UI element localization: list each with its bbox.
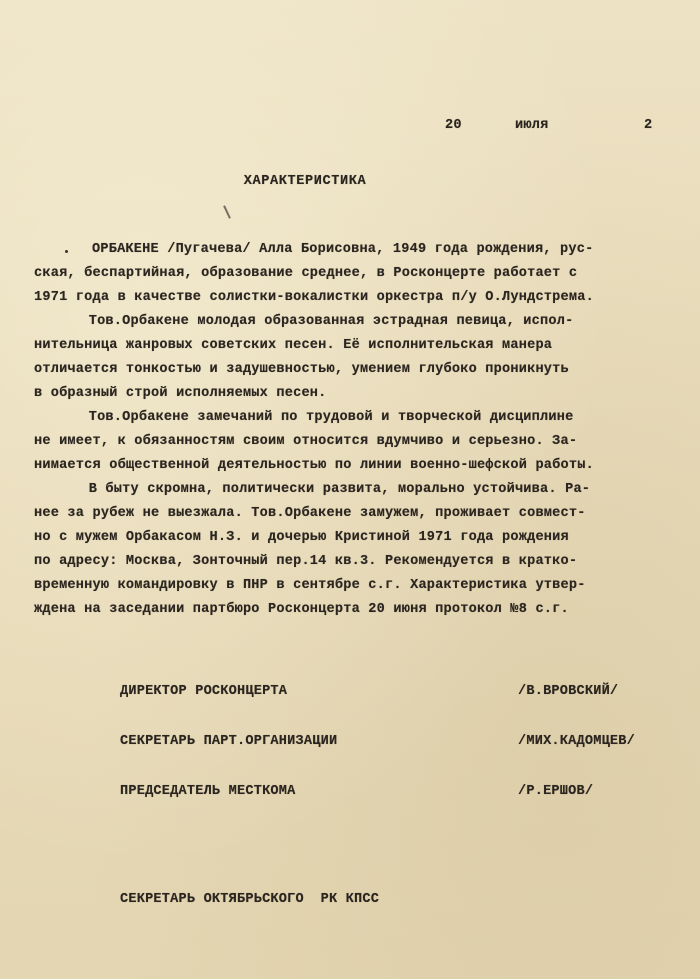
signature-party-secretary: [0, 732, 700, 754]
body-line: нительница жанровых советских песен. Её исполнительская манера: [34, 338, 553, 353]
body-line: в образный строй исполняемых песен.: [34, 386, 327, 401]
body-line: ОРБАКЕНЕ /Пугачева/ Алла Борисовна, 1949 года рождения, рус-: [92, 242, 594, 257]
body-line: В быту скромна, политически развита, морально устойчива. Ра-: [72, 482, 591, 497]
signature-local-committee: [0, 782, 700, 804]
body-line: ждена на заседании партбюро Росконцерта 20 июня протокол №8 с.г.: [34, 602, 569, 617]
body-line: по адресу: Москва, Зонточный пер.14 кв.3. Рекомендуется в кратко-: [34, 554, 578, 569]
signature-title: ДИРЕКТОР РОСКОНЦЕРТА: [120, 684, 288, 699]
signature-name: /МИХ.КАДОМЦЕВ/: [518, 734, 636, 749]
signature-title: СЕКРЕТАРЬ ПАРТ.ОРГАНИЗАЦИИ: [120, 734, 338, 749]
body-line: нимается общественной деятельностью по линии военно-шефской работы.: [34, 458, 594, 473]
signature-name: /В.ВРОВСКИЙ/: [518, 684, 619, 699]
body-line: отличается тонкостью и задушевностью, умением глубоко проникнуть: [34, 362, 569, 377]
body-line: 1971 года в качестве солистки-вокалистки оркестра п/у О.Лундстрема.: [34, 290, 594, 305]
date-year: 2: [644, 118, 653, 133]
date-day: 20: [445, 118, 462, 133]
body-line: ская, беспартийная, образование среднее, в Росконцерте работает с: [34, 266, 578, 281]
body-line: Тов.Орбакене замечаний по трудовой и творческой дисциплине: [72, 410, 574, 425]
body-line: Тов.Орбакене молодая образованная эстрадная певица, испол-: [72, 314, 574, 329]
body-line: но с мужем Орбакасом Н.З. и дочерью Кристиной 1971 года рождения: [34, 530, 569, 545]
body-line: временную командировку в ПНР в сентябре с.г. Характеристика утвер-: [34, 578, 586, 593]
signature-title: СЕКРЕТАРЬ ОКТЯБРЬСКОГО РК КПСС: [120, 892, 380, 907]
document-title: ХАРАКТЕРИСТИКА: [243, 174, 367, 189]
signature-director: [0, 682, 700, 704]
document-body: [34, 238, 684, 622]
pen-mark: [223, 205, 231, 219]
signature-district-committee: [0, 890, 700, 912]
body-line: нее за рубеж не выезжала. Тов.Орбакене замужем, проживает совмест-: [34, 506, 586, 521]
body-line: не имеет, к обязанностям своим относится вдумчиво и серьезно. За-: [34, 434, 578, 449]
document-date: [440, 116, 670, 136]
date-month: июля: [515, 118, 549, 133]
signature-title: ПРЕДСЕДАТЕЛЬ МЕСТКОМА: [120, 784, 296, 799]
signature-name: /Р.ЕРШОВ/: [518, 784, 594, 799]
